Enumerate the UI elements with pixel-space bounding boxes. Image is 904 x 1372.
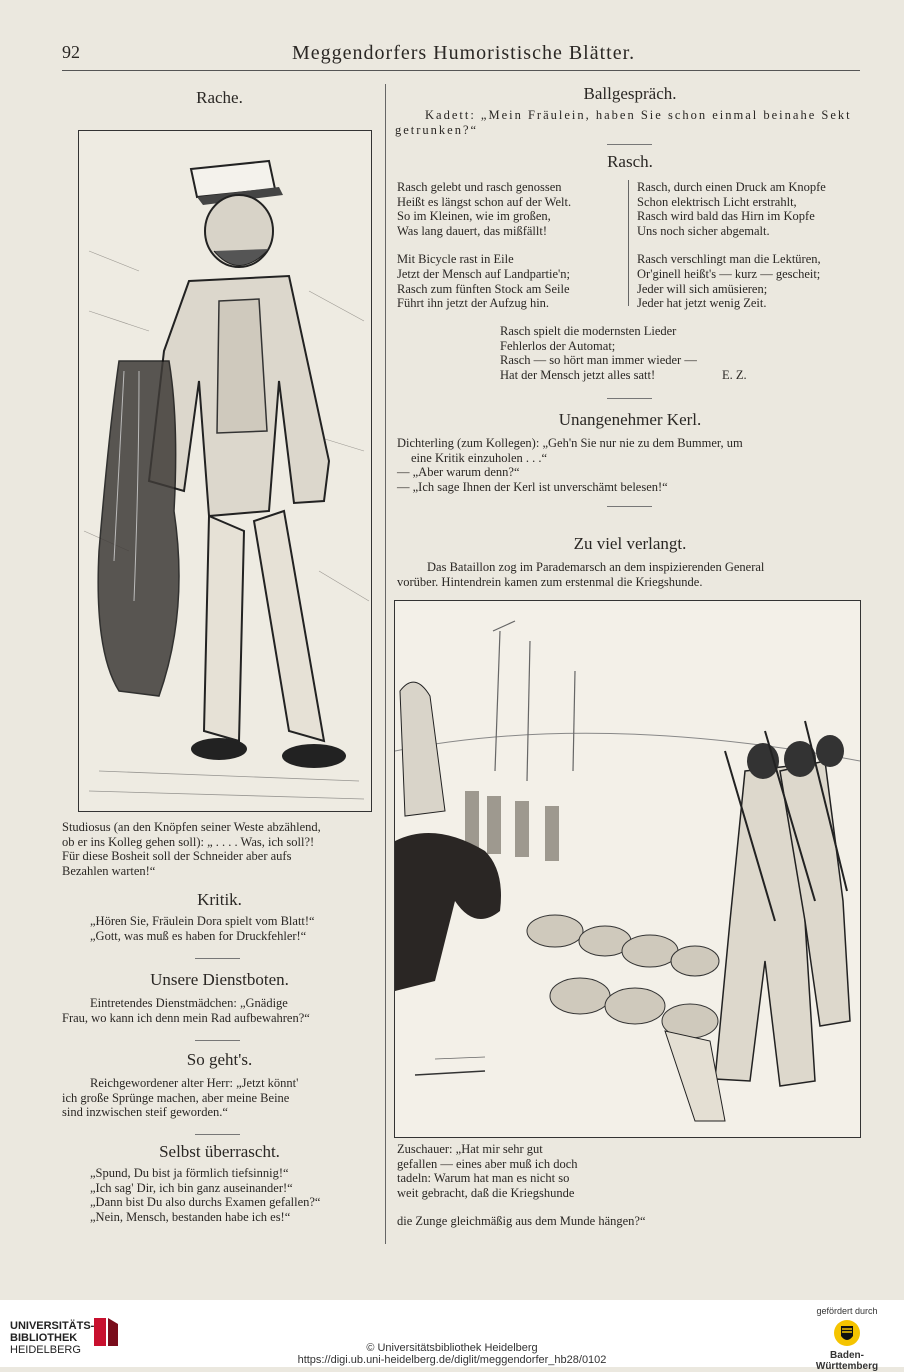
rasch-c2-line-6: Rasch verschlingt man die Lektüren, (637, 252, 821, 267)
studiosus-line-1: Studiosus (an den Knöpfen seiner Weste abzählend, (62, 820, 321, 834)
kerl-line-3: — „Aber warum denn?“ (397, 465, 520, 480)
selbst-text (90, 1166, 380, 1224)
selbst-line-4: „Nein, Mensch, bestanden habe ich es!“ (90, 1209, 291, 1224)
page-header (62, 42, 862, 68)
studiosus-illustration (78, 130, 372, 812)
rasch-final-line-4: Hat der Mensch jetzt alles satt! (500, 367, 656, 382)
sogehts-line-2: ich große Sprünge machen, aber meine Beine (62, 1090, 290, 1105)
kerl-title: Unangenehmer Kerl. (558, 410, 702, 429)
stanza-gap (637, 238, 865, 252)
rasch-c2-line-2: Schon elektrisch Licht erstrahlt, (637, 194, 797, 209)
sogehts-line-3: sind inzwischen steif geworden.“ (62, 1105, 228, 1120)
section-rule (195, 1040, 240, 1041)
rasch-c1-line-1: Rasch gelebt und rasch genossen (397, 180, 562, 194)
dienstboten-text (62, 996, 377, 1025)
header-rule (62, 70, 860, 71)
studiosus-line-2: ob er ins Kolleg gehen soll): „ . . . . Was, ich soll?! (62, 834, 315, 849)
ball-title: Ballgespräch. (583, 84, 677, 103)
copyright-text: © Universitätsbibliothek Heidelberg (366, 1342, 538, 1354)
zuschauer-text (397, 1142, 635, 1200)
section-rule (607, 398, 652, 399)
kerl-line-4: — „Ich sage Ihnen der Kerl ist unverschämt belesen!“ (397, 479, 668, 494)
rasch-c2-line-3: Rasch wird bald das Hirn im Kopfe (637, 209, 815, 224)
zuschauer-last-line: die Zunge gleichmäßig aus dem Munde hängen?“ (397, 1214, 646, 1228)
rasch-signature: E. Z. (722, 368, 747, 382)
rasch-c1-line-9: Führt ihn jetzt der Aufzug hin. (397, 296, 550, 311)
rache-title: Rache. (196, 88, 243, 107)
zuviel-line-1: Das Bataillon zog im Parademarsch an dem inspizierenden General (427, 560, 765, 574)
rasch-column-2 (637, 180, 865, 311)
rasch-final-line-2: Fehlerlos der Automat; (500, 338, 616, 353)
library-name-1: UNIVERSITÄTS- (10, 1320, 95, 1332)
funded-by-text: gefördert durch (816, 1306, 878, 1316)
section-rule (195, 1134, 240, 1135)
kritik-text (90, 914, 380, 943)
parade-drawing (395, 601, 860, 1137)
rasch-title: Rasch. (607, 152, 653, 171)
kritik-line-2: „Gott, was muß es haben for Druckfehler!“ (90, 928, 307, 943)
dienstboten-title: Unsere Dienstboten. (150, 970, 289, 989)
rasch-c1-line-6: Mit Bicycle rast in Eile (397, 252, 514, 267)
parade-illustration (394, 600, 861, 1138)
state-name: Baden-Württemberg (815, 1350, 879, 1372)
kerl-text (397, 436, 863, 494)
page-footer (0, 1300, 904, 1372)
page-number: 92 (62, 42, 80, 62)
rasch-c1-line-8: Rasch zum fünften Stock am Seile (397, 281, 570, 296)
zuviel-line-2: vorüber. Hintendrein kamen zum erstenmal die Kriegshunde. (397, 574, 703, 589)
studiosus-drawing (79, 131, 371, 811)
rasch-column-1 (397, 180, 622, 311)
zuschauer-line-4: weit gebracht, daß die Kriegshunde (397, 1185, 575, 1200)
funding-block (802, 1306, 892, 1372)
rasch-c1-line-7: Jetzt der Mensch auf Landpartie'n; (397, 266, 571, 281)
source-url[interactable]: https://digi.ub.uni-heidelberg.de/diglit/meggendorfer_hb28/0102 (297, 1354, 607, 1366)
rasch-final-line-1: Rasch spielt die modernsten Lieder (500, 324, 677, 338)
dienstboten-line-2: Frau, wo kann ich denn mein Rad aufbewahren?“ (62, 1010, 310, 1025)
kerl-line-2: eine Kritik einzuholen . . .“ (411, 450, 548, 465)
sogehts-text (62, 1076, 377, 1120)
rasch-c1-line-4: Was lang dauert, das mißfällt! (397, 223, 547, 238)
publication-title: Meggendorfers Humoristische Blätter. (292, 42, 636, 64)
zuviel-title: Zu viel verlangt. (573, 534, 687, 553)
selbst-line-1: „Spund, Du bist ja förmlich tiefsinnig!“ (90, 1166, 289, 1180)
sogehts-title: So geht's. (186, 1050, 253, 1069)
studiosus-line-3: Für diese Bosheit soll der Schneider aber aufs (62, 849, 292, 864)
rasch-c1-line-3: So im Kleinen, wie im großen, (397, 209, 551, 224)
rasch-c2-line-4: Uns noch sicher abgemalt. (637, 223, 770, 238)
zuschauer-line-1: Zuschauer: „Hat mir sehr gut (397, 1142, 543, 1156)
studiosus-text (62, 820, 377, 878)
sogehts-line-1: Reichgewordener alter Herr: „Jetzt könnt' (90, 1076, 299, 1090)
ball-line-2: getrunken?“ (395, 122, 479, 137)
library-name-2: BIBLIOTHEK (10, 1332, 78, 1344)
kritik-line-1: „Hören Sie, Fräulein Dora spielt vom Blatt!“ (90, 914, 315, 928)
stanza-gap (397, 238, 622, 252)
section-rule (607, 144, 652, 145)
rasch-c1-line-2: Heißt es längst schon auf der Welt. (397, 194, 572, 209)
library-name-3: HEIDELBERG (10, 1344, 81, 1356)
selbst-line-2: „Ich sag' Dir, ich bin ganz auseinander!“ (90, 1180, 293, 1195)
rasch-c2-line-1: Rasch, durch einen Druck am Knopfe (637, 180, 826, 194)
rasch-c2-line-9: Jeder hat jetzt wenig Zeit. (637, 296, 767, 311)
dienstboten-line-1: Eintretendes Dienstmädchen: „Gnädige (90, 996, 288, 1010)
kerl-line-1: Dichterling (zum Kollegen): „Geh'n Sie nur nie zu dem Bummer, um (397, 436, 743, 450)
section-rule (607, 506, 652, 507)
state-crest-icon (833, 1318, 861, 1348)
ball-line-1: Kadett: „Mein Fräulein, haben Sie schon einmal beinahe Sekt (425, 108, 852, 122)
selbst-line-3: „Dann bist Du also durchs Examen gefallen?“ (90, 1195, 321, 1210)
kritik-title: Kritik. (197, 890, 242, 909)
studiosus-line-4: Bezahlen warten!“ (62, 863, 156, 878)
section-rule (195, 958, 240, 959)
zuschauer-line-2: gefallen — eines aber muß ich doch (397, 1156, 578, 1171)
selbst-title: Selbst überrascht. (159, 1142, 280, 1161)
rasch-c2-line-8: Jeder will sich amüsieren; (637, 281, 768, 296)
zuschauer-line-3: tadeln: Warum hat man es nicht so (397, 1171, 570, 1186)
rasch-final-line-3: Rasch — so hört man immer wieder — (500, 353, 697, 368)
ball-text (395, 108, 865, 137)
verse-divider (628, 180, 629, 306)
rasch-c2-line-7: Or'ginell heißt's — kurz — gescheit; (637, 266, 821, 281)
zuviel-text (397, 560, 863, 589)
column-divider (385, 84, 386, 1244)
